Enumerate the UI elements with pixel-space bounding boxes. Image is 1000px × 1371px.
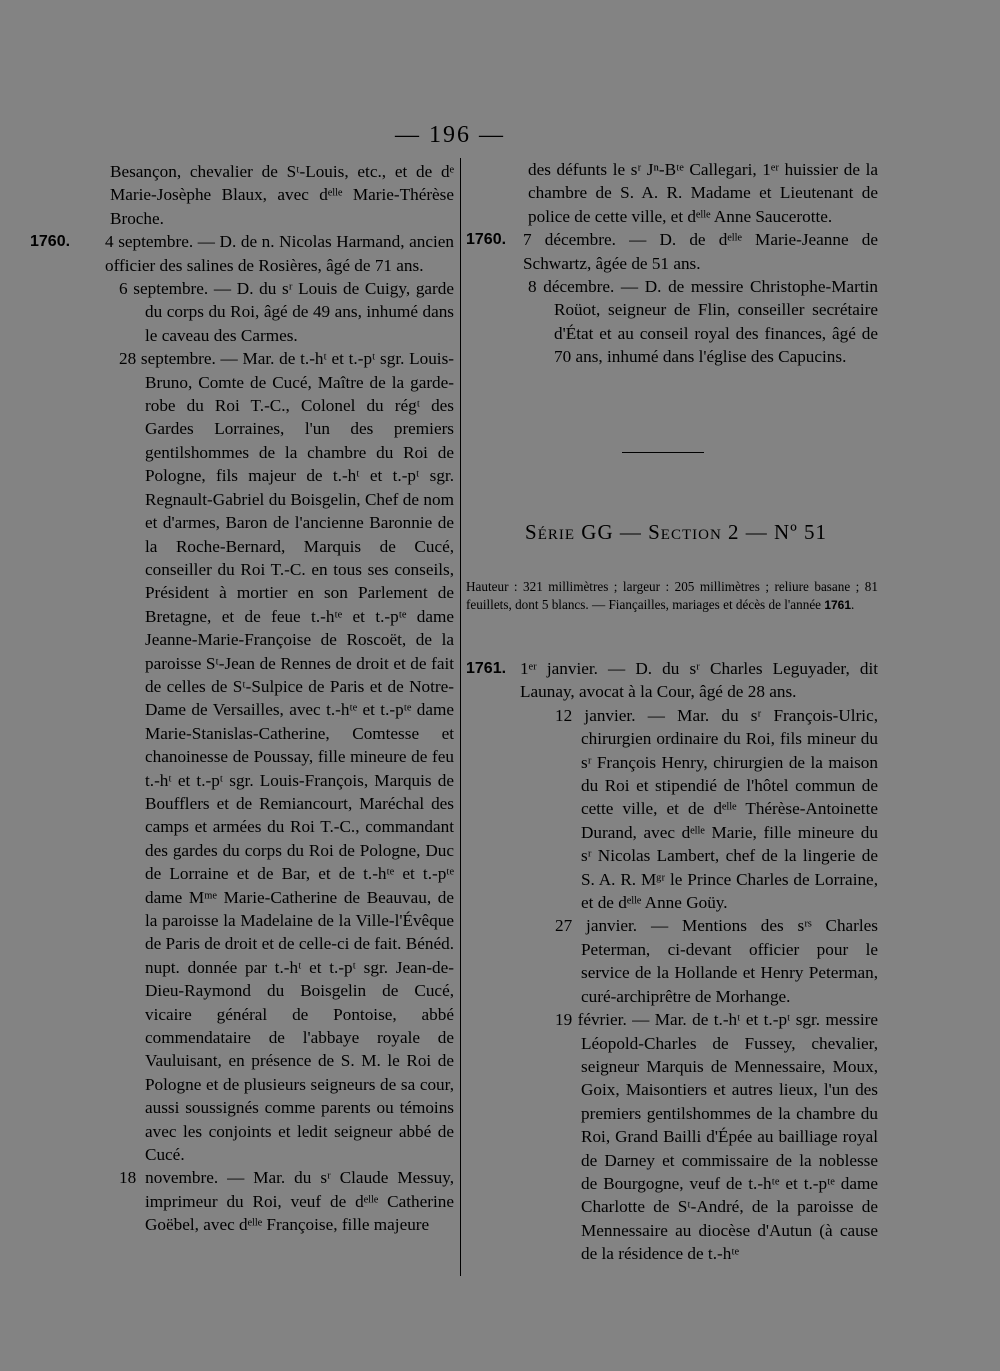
entry-year: 1761.	[466, 660, 507, 677]
entry-text: 6 septembre. — D. du sʳ Louis de Cuigy, garde du corps du Roi, âgé de 49 ans, inhumé dans le caveau des Carmes.	[119, 279, 454, 345]
entry-text: des défunts le sʳ Jⁿ-Bᵗᵉ Callegari, 1ᵉʳ huissier de la chambre de S. A. R. Madame et Lieutenant de police de cette ville, et dᵉˡˡᵉ Anne Saucerotte.	[528, 160, 878, 226]
entry-year: 1760.	[30, 233, 71, 251]
section-separator	[622, 452, 704, 453]
register-entry	[30, 1166, 454, 1236]
right-column-top	[466, 158, 878, 369]
entry-text: 19 février. — Mar. de t.-hᵗ et t.-pᵗ sgr. messire Léopold-Charles de Fussey, chevalier, seigneur Marquis de Mennessaire, Moux, Goix, Maisontiers et autres lieux, l'un des premiers gentilshommes de la chambre du Roi, Grand Bailli d'Épée au bailliage royal de Darney et commissaire de la noblesse de Bourgogne, veuf de t.-hᵗᵉ et t.-pᵗᵉ dame Charlotte de Sᵗ-André, de la paroisse de Mennessaire au diocèse d'Autun (à cause de la résidence de t.-hᵗᵉ	[555, 1010, 878, 1264]
entry-text: 12 janvier. — Mar. du sʳ François-Ulric, chirurgien ordinaire du Roi, fils mineur du sʳ François Henry, chirurgien de la maison du Roi et stipendié de l'hôtel commun de cette ville, et de dᵉˡˡᵉ Thérèse-Antoinette Durand, avec dᵉˡˡᵉ Marie, fille mineure du sʳ Nicolas Lambert, chef de la lingerie de S. A. R. Mᵍʳ le Prince Charles de Lorraine, et de dᵉˡˡᵉ Anne Goüy.	[555, 705, 878, 913]
entry-text: 7 décembre. — D. de dᵉˡˡᵉ Marie-Jeanne de Schwartz, âgée de 51 ans.	[523, 230, 878, 273]
entry-text: 27 janvier. — Mentions des sʳˢ Charles Peterman, ci-devant officier pour le service de la Hollande et Henry Peterman, curé-archiprêtre de Morhange.	[555, 916, 878, 1006]
entry-text: Besançon, chevalier de Sᵗ-Louis, etc., et de dᵉ Marie-Josèphe Blaux, avec dᵉˡˡᵉ Marie-Thérèse Broche.	[110, 162, 454, 228]
register-entry	[466, 275, 878, 369]
register-entry	[466, 914, 878, 1008]
register-entry	[30, 160, 454, 230]
register-entry	[466, 228, 878, 275]
entry-text: 4 septembre. — D. de n. Nicolas Harmand, ancien officier des salines de Rosières, âgé de 71 ans.	[105, 232, 454, 275]
register-entry	[466, 704, 878, 915]
series-heading: Série GG — Section 2 — Nº 51	[525, 520, 827, 544]
register-entry	[30, 347, 454, 1166]
entry-year: 1760.	[466, 231, 507, 249]
left-column	[30, 160, 454, 1237]
right-column-bottom	[466, 657, 878, 1266]
entry-text: 28 septembre. — Mar. de t.-hᵗ et t.-pᵗ sgr. Louis-Bruno, Comte de Cucé, Maître de la garde-robe du Roi T.-C., Colonel du régᵗ des Gardes Lorraines, l'un des premiers gentilshommes de la chambre du Roi de Pologne, fils majeur de t.-hᵗ et t.-pᵗ sgr. Regnault-Gabriel du Boisgelin, Chef de nom et d'armes, Baron de l'ancienne Baronnie de la Roche-Bernard, Marquis de Cucé, conseiller du Roi T.-C. en tous ses conseils, Président à mortier en son Parlement de Bretagne, et de feue t.-hᵗᵉ et t.-pᵗᵉ dame Jeanne-Marie-Françoise de Roscoët, de la paroisse Sᵗ-Jean de Rennes de droit et de fait de celles de Sᵗ-Sulpice de Paris et de Notre-Dame de Versailles, avec t.-hᵗᵉ et t.-pᵗᵉ dame Marie-Stanislas-Catherine, Comtesse et chanoinesse de Poussay, fille mineure de feu t.-hᵗ et t.-pᵗ sgr. Louis-François, Marquis de Boufflers et de Remiancourt, Maréchal des camps et armées du Roi T.-C., commandant des gardes du corps du Roi de Pologne, Duc de Lorraine et de Bar, et de t.-hᵗᵉ et t.-pᵗᵉ dame Mᵐᵉ Marie-Catherine de Beauvau, de la paroisse la Madelaine de la Ville-l'Évêque de Paris de droit et de celle-ci de fait. Bénéd. nupt. donnée par t.-hᵗ et t.-pᵗ sgr. Jean-de-Dieu-Raymond du Boisgelin de Cucé, vicaire général de Pontoise, abbé commendataire de l'abbaye royale de Vauluisant, en présence de S. M. le Roi de Pologne et de plusieurs seigneurs de sa cour, aussi soussignés comme parents ou témoins avec les conjoints et ledit seigneur abbé de Cucé.	[119, 349, 454, 1165]
register-entry	[466, 158, 878, 228]
entry-text: 8 décembre. — D. de messire Christophe-Martin Roüot, seigneur de Flin, conseiller secrétaire d'État et au conseil royal des finances, âgé de 70 ans, inhumé dans l'église des Capucins.	[528, 277, 878, 367]
document-description-end: .	[851, 596, 855, 612]
register-entry	[30, 277, 454, 347]
register-entry	[466, 1008, 878, 1265]
page-number: — 196 —	[395, 122, 505, 148]
document-description	[466, 578, 878, 614]
document-description-text: Hauteur : 321 millimètres ; largeur : 205 millimètres ; reliure basane ; 81 feuillets, dont 5 blancs. — Fiançailles, mariages et décès de l'année	[466, 579, 878, 612]
entry-text: 18 novembre. — Mar. du sʳ Claude Messuy, imprimeur du Roi, veuf de dᵉˡˡᵉ Catherine Goëbel, avec dᵉˡˡᵉ Françoise, fille majeure	[119, 1168, 454, 1235]
register-entry	[30, 230, 454, 277]
entry-text: 1ᵉʳ janvier. — D. du sʳ Charles Leguyader, dit Launay, avocat à la Cour, âgé de 28 ans.	[520, 659, 878, 702]
column-divider	[460, 158, 461, 1276]
register-entry	[466, 657, 878, 704]
document-description-year: 1761	[824, 597, 852, 612]
